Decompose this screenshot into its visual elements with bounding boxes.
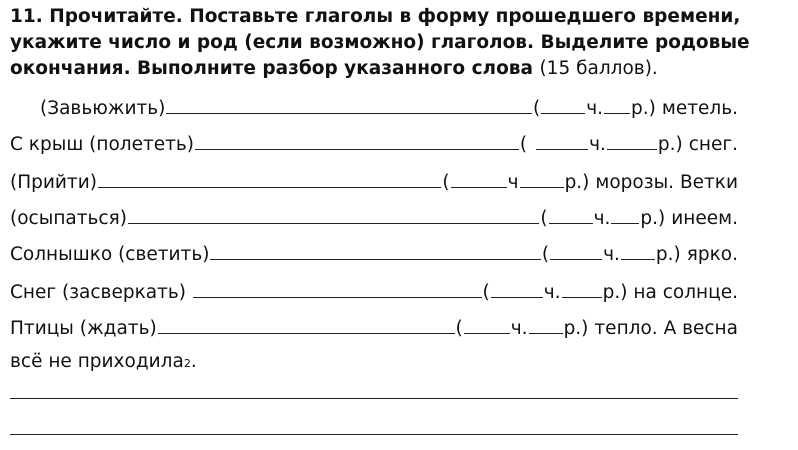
gender-blank[interactable] — [562, 279, 602, 298]
task-points: (15 баллов). — [539, 58, 658, 79]
number-blank[interactable] — [451, 169, 507, 188]
gender-abbr: р.) — [631, 98, 656, 119]
gender-blank[interactable] — [611, 205, 639, 224]
number-blank[interactable] — [550, 241, 602, 260]
gender-abbr: р.) — [602, 282, 628, 303]
gender-blank[interactable] — [604, 95, 630, 114]
number-abbr: ч. — [593, 208, 611, 229]
gender-blank[interactable] — [529, 315, 563, 334]
final-period: . — [190, 351, 197, 372]
exercise-line-5 — [10, 241, 738, 267]
number-blank[interactable] — [549, 205, 593, 224]
sentence-tail: на солнце. — [633, 282, 738, 303]
number-abbr: ч. — [586, 98, 604, 119]
number-blank[interactable] — [464, 315, 510, 334]
verb-blank[interactable] — [195, 131, 519, 150]
gender-abbr: р.) — [657, 134, 683, 155]
open-paren: ( — [533, 98, 541, 119]
exercise-line-6 — [10, 279, 738, 305]
exercise-line-2 — [10, 131, 738, 157]
open-paren: ( — [540, 208, 548, 229]
verb-blank[interactable] — [210, 241, 540, 260]
number-blank[interactable] — [536, 131, 588, 150]
task-text — [10, 4, 790, 82]
verb-prompt: Солнышко (светить) — [10, 244, 210, 265]
sentence-tail: ярко. — [686, 244, 738, 265]
exercise-line-7 — [10, 315, 738, 341]
verb-prompt: (осыпаться) — [10, 208, 127, 229]
gender-abbr: р.) — [564, 172, 590, 193]
open-paren: ( — [442, 172, 450, 193]
sentence-tail: инеем. — [671, 208, 738, 229]
final-text: всё не приходила — [10, 351, 184, 372]
number-abbr: ч. — [510, 318, 528, 339]
exercise-line-3 — [10, 169, 738, 195]
verb-prompt: (Прийти) — [10, 172, 97, 193]
sentence-tail: метель. — [661, 98, 738, 119]
gender-blank[interactable] — [607, 131, 657, 150]
sentence-tail: снег. — [688, 134, 738, 155]
number-blank[interactable] — [541, 95, 585, 114]
open-paren: ( — [541, 244, 550, 265]
sentence-tail: морозы. Ветки — [595, 172, 738, 193]
gender-abbr: р.) — [563, 318, 589, 339]
task-instructions: 11. Прочитайте. Поставьте глаголы в форму прошедшего времени, укажите число и род (если возможно) глаголов. Выделите родовые окончания. Выполните разбор указанного слова — [10, 6, 750, 79]
open-paren: ( — [519, 134, 528, 155]
verb-blank[interactable] — [158, 315, 455, 334]
number-abbr: ч — [507, 172, 519, 193]
exercise-final-line — [10, 351, 738, 377]
answer-line-2[interactable] — [10, 434, 738, 435]
number-blank[interactable] — [491, 279, 543, 298]
gender-abbr: р.) — [655, 244, 681, 265]
exercise-line-1 — [40, 95, 738, 121]
exercise-line-4 — [10, 205, 738, 231]
number-abbr: ч. — [543, 282, 561, 303]
open-paren: ( — [455, 318, 463, 339]
number-abbr: ч. — [603, 244, 620, 265]
verb-blank[interactable] — [166, 95, 532, 114]
open-paren: ( — [482, 282, 490, 303]
answer-line-1[interactable] — [10, 398, 738, 399]
verb-blank[interactable] — [193, 279, 482, 298]
verb-blank[interactable] — [128, 205, 539, 224]
gender-blank[interactable] — [520, 169, 564, 188]
verb-prompt: Птицы (ждать) — [10, 318, 157, 339]
number-abbr: ч. — [589, 134, 606, 155]
gender-blank[interactable] — [621, 241, 655, 260]
verb-prompt: С крыш (полететь) — [10, 134, 195, 155]
sentence-tail: тепло. А весна — [594, 318, 738, 339]
footnote-marker: 2 — [183, 357, 191, 370]
gender-abbr: р.) — [640, 208, 666, 229]
verb-blank[interactable] — [98, 169, 441, 188]
verb-prompt: (Завьюжить) — [40, 98, 166, 119]
verb-prompt: Снег (засверкать) — [10, 282, 186, 303]
